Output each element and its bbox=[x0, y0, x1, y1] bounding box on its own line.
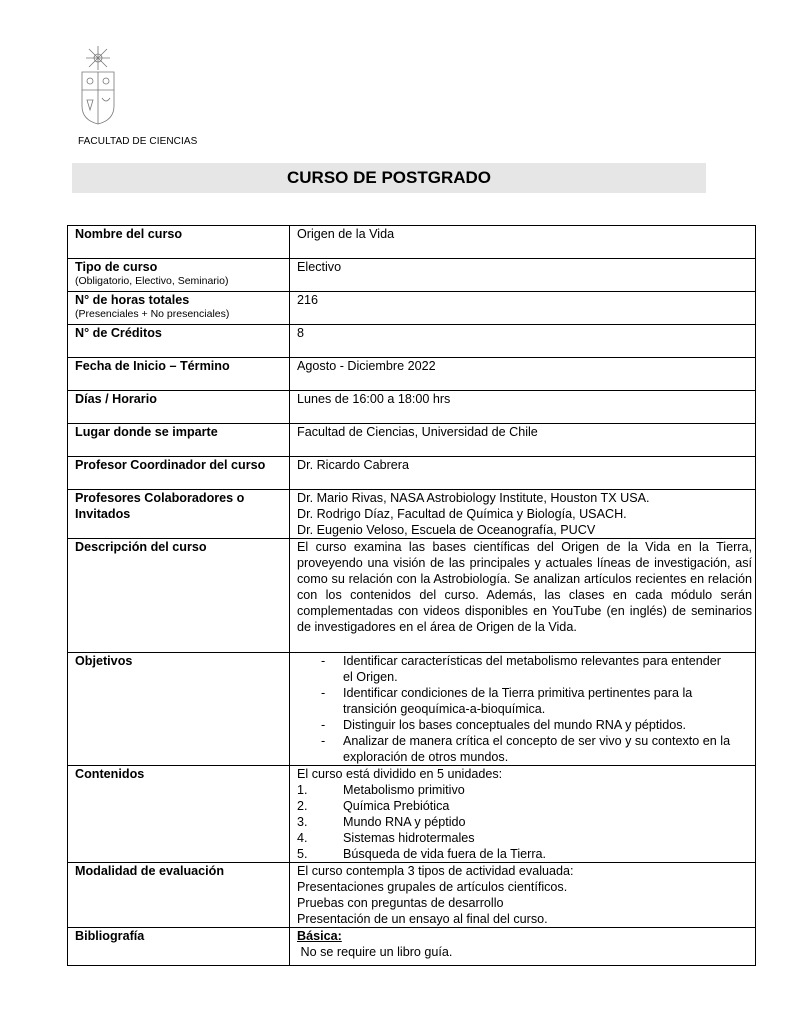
evaluation-label: Modalidad de evaluación bbox=[68, 863, 290, 928]
coordinator-value: Dr. Ricardo Cabrera bbox=[290, 457, 756, 490]
page-title: CURSO DE POSTGRADO bbox=[286, 168, 492, 187]
dates-label: Fecha de Inicio – Término bbox=[68, 358, 290, 391]
course-type-hint: (Obligatorio, Electivo, Seminario) bbox=[75, 275, 229, 287]
bibliography-value bbox=[290, 928, 756, 966]
unit-number: 5. bbox=[297, 847, 308, 861]
list-item: - Analizar de manera crítica el concepto de ser vivo y su contexto en la exploración de otros mundos. bbox=[297, 733, 752, 765]
table-row bbox=[68, 259, 756, 292]
unit-number: 1. bbox=[297, 783, 308, 797]
table-row bbox=[68, 325, 756, 358]
table-row bbox=[68, 928, 756, 966]
course-name-value: Origen de la Vida bbox=[290, 226, 756, 259]
table-row bbox=[68, 292, 756, 325]
description-label: Descripción del curso bbox=[68, 539, 290, 653]
collaborator-item: Dr. Eugenio Veloso, Escuela de Oceanografía, PUCV bbox=[297, 523, 596, 537]
evaluation-line: Presentaciones grupales de artículos científicos. bbox=[297, 880, 568, 894]
unit-number: 3. bbox=[297, 815, 308, 829]
list-item bbox=[297, 814, 752, 830]
list-item: - Distinguir los bases conceptuales del mundo RNA y péptidos. bbox=[297, 717, 752, 733]
unit-number: 2. bbox=[297, 799, 308, 813]
credits-label: N° de Créditos bbox=[68, 325, 290, 358]
dates-value: Agosto - Diciembre 2022 bbox=[290, 358, 756, 391]
unit-title: Química Prebiótica bbox=[343, 799, 450, 813]
table-row bbox=[68, 391, 756, 424]
table-row bbox=[68, 358, 756, 391]
evaluation-line: Presentación de un ensayo al final del curso. bbox=[297, 912, 548, 926]
university-crest-icon bbox=[78, 44, 118, 126]
unit-title: Búsqueda de vida fuera de la Tierra. bbox=[343, 847, 547, 861]
hours-label bbox=[68, 292, 290, 325]
contents-list bbox=[297, 782, 752, 862]
contents-label: Contenidos bbox=[68, 766, 290, 863]
table-row bbox=[68, 226, 756, 259]
place-label: Lugar donde se imparte bbox=[68, 424, 290, 457]
bibliography-text: No se require un libro guía. bbox=[297, 945, 453, 959]
bibliography-heading: Básica: bbox=[297, 929, 342, 943]
title-banner bbox=[72, 163, 706, 193]
table-row bbox=[68, 424, 756, 457]
objectives-value bbox=[290, 653, 756, 766]
schedule-label: Días / Horario bbox=[68, 391, 290, 424]
bibliography-label: Bibliografía bbox=[68, 928, 290, 966]
hours-hint: (Presenciales + No presenciales) bbox=[75, 308, 230, 320]
table-row bbox=[68, 457, 756, 490]
evaluation-value bbox=[290, 863, 756, 928]
evaluation-line: Pruebas con preguntas de desarrollo bbox=[297, 896, 504, 910]
collaborators-label: Profesores Colaboradores o Invitados bbox=[68, 490, 290, 539]
collaborators-value bbox=[290, 490, 756, 539]
course-type-title: Tipo de curso bbox=[75, 260, 158, 274]
course-type-value: Electivo bbox=[290, 259, 756, 292]
collaborator-item: Dr. Rodrigo Díaz, Facultad de Química y Biología, USACH. bbox=[297, 507, 627, 521]
list-item bbox=[297, 782, 752, 798]
unit-title: Mundo RNA y péptido bbox=[343, 815, 466, 829]
hours-value: 216 bbox=[290, 292, 756, 325]
evaluation-line: El curso contempla 3 tipos de actividad evaluada: bbox=[297, 864, 574, 878]
table-row bbox=[68, 653, 756, 766]
unit-title: Metabolismo primitivo bbox=[343, 783, 465, 797]
contents-value bbox=[290, 766, 756, 863]
table-row bbox=[68, 539, 756, 653]
objectives-label: Objetivos bbox=[68, 653, 290, 766]
list-item: - Identificar características del metabolismo relevantes para entender el Origen. bbox=[297, 653, 752, 685]
place-value: Facultad de Ciencias, Universidad de Chile bbox=[290, 424, 756, 457]
credits-value: 8 bbox=[290, 325, 756, 358]
objectives-list bbox=[297, 653, 752, 765]
course-info-table bbox=[67, 225, 756, 966]
contents-intro: El curso está dividido en 5 unidades: bbox=[297, 767, 503, 781]
table-row bbox=[68, 766, 756, 863]
list-item bbox=[297, 830, 752, 846]
course-type-label bbox=[68, 259, 290, 292]
table-row bbox=[68, 490, 756, 539]
schedule-value: Lunes de 16:00 a 18:00 hrs bbox=[290, 391, 756, 424]
list-item bbox=[297, 798, 752, 814]
faculty-name: FACULTAD DE CIENCIAS bbox=[78, 136, 198, 147]
unit-number: 4. bbox=[297, 831, 308, 845]
hours-title: N° de horas totales bbox=[75, 293, 190, 307]
unit-title: Sistemas hidrotermales bbox=[343, 831, 475, 845]
description-value: El curso examina las bases científicas del Origen de la Vida en la Tierra, proveyendo una visión de las principales y actuales líneas de investigación, así como su relación con la Astrobiología. Se analizan artículos recientes en relación con los contenidos del curso. Además, las clases en cada módulo serán complementadas con videos disponibles en YouTube (en inglés) de seminarios de investigadores en el área de Origen de la Vida. bbox=[290, 539, 756, 653]
list-item: - Identificar condiciones de la Tierra primitiva pertinentes para la transición geoquímica-a-bioquímica. bbox=[297, 685, 752, 717]
list-item bbox=[297, 846, 752, 862]
course-name-label: Nombre del curso bbox=[68, 226, 290, 259]
coordinator-label: Profesor Coordinador del curso bbox=[68, 457, 290, 490]
table-row bbox=[68, 863, 756, 928]
collaborator-item: Dr. Mario Rivas, NASA Astrobiology Institute, Houston TX USA. bbox=[297, 491, 650, 505]
